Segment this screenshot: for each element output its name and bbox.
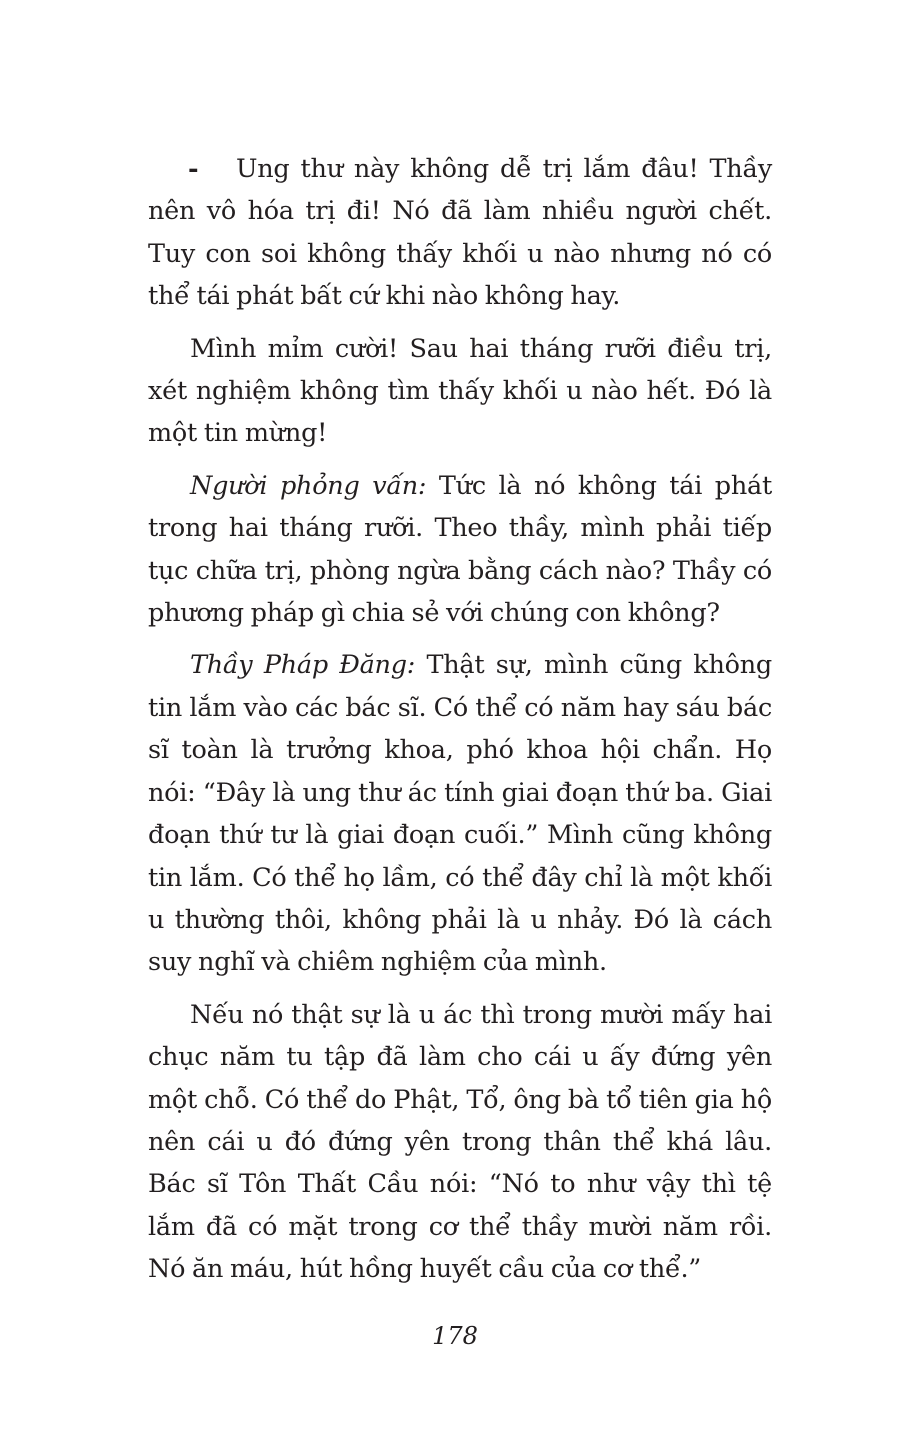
body-text xyxy=(148,148,772,1301)
speaker-label: Người phỏng vấn: xyxy=(190,470,427,501)
paragraph-text: Nếu nó thật sự là u ác thì trong mười mấy hai chục năm tu tập đã làm cho cái u ấy đứng yên một chỗ. Có thể do Phật, Tổ, ông bà tổ tiên gia hộ nên cái u đó đứng yên trong thân thể khá lâu. Bác sĩ Tôn Thất Cầu nói: “Nó to như vậy thì tệ lắm đã có mặt trong cơ thể thầy mười năm rồi. Nó ăn máu, hút hồng huyết cầu của cơ thể.” xyxy=(148,999,772,1285)
dialogue-dash: - xyxy=(188,154,199,184)
paragraph xyxy=(148,328,772,455)
page-number: 178 xyxy=(432,1322,478,1350)
paragraph xyxy=(148,994,772,1291)
paragraph-text: Thật sự, mình cũng không tin lắm vào các bác sĩ. Có thể có năm hay sáu bác sĩ toàn là trưởng khoa, phó khoa hội chẩn. Họ nói: “Đây là ung thư ác tính giai đoạn thứ ba. Giai đoạn thứ tư là giai đoạn cuối.” Mình cũng không tin lắm. Có thể họ lầm, có thể đây chỉ là một khối u thường thôi, không phải là u nhảy. Đó là cách suy nghĩ và chiêm nghiệm của mình. xyxy=(148,650,773,978)
paragraph-teacher xyxy=(148,644,772,983)
paragraph-dialogue xyxy=(148,148,772,318)
paragraph-interviewer xyxy=(148,465,772,635)
paragraph-text: Mình mỉm cười! Sau hai tháng rưỡi điều trị, xét nghiệm không tìm thấy khối u nào hết. Đó là một tin mừng! xyxy=(148,333,772,449)
paragraph-text: Ung thư này không dễ trị lắm đâu! Thầy nên vô hóa trị đi! Nó đã làm nhiều người chết. Tuy con soi không thấy khối u nào nhưng nó có thể tái phát bất cứ khi nào không hay. xyxy=(148,154,772,312)
paragraph-text: Tức là nó không tái phát trong hai tháng rưỡi. Theo thầy, mình phải tiếp tục chữa trị, phòng ngừa bằng cách nào? Thầy có phương pháp gì chia sẻ với chúng con không? xyxy=(148,470,772,629)
speaker-label: Thầy Pháp Đăng: xyxy=(190,650,416,681)
